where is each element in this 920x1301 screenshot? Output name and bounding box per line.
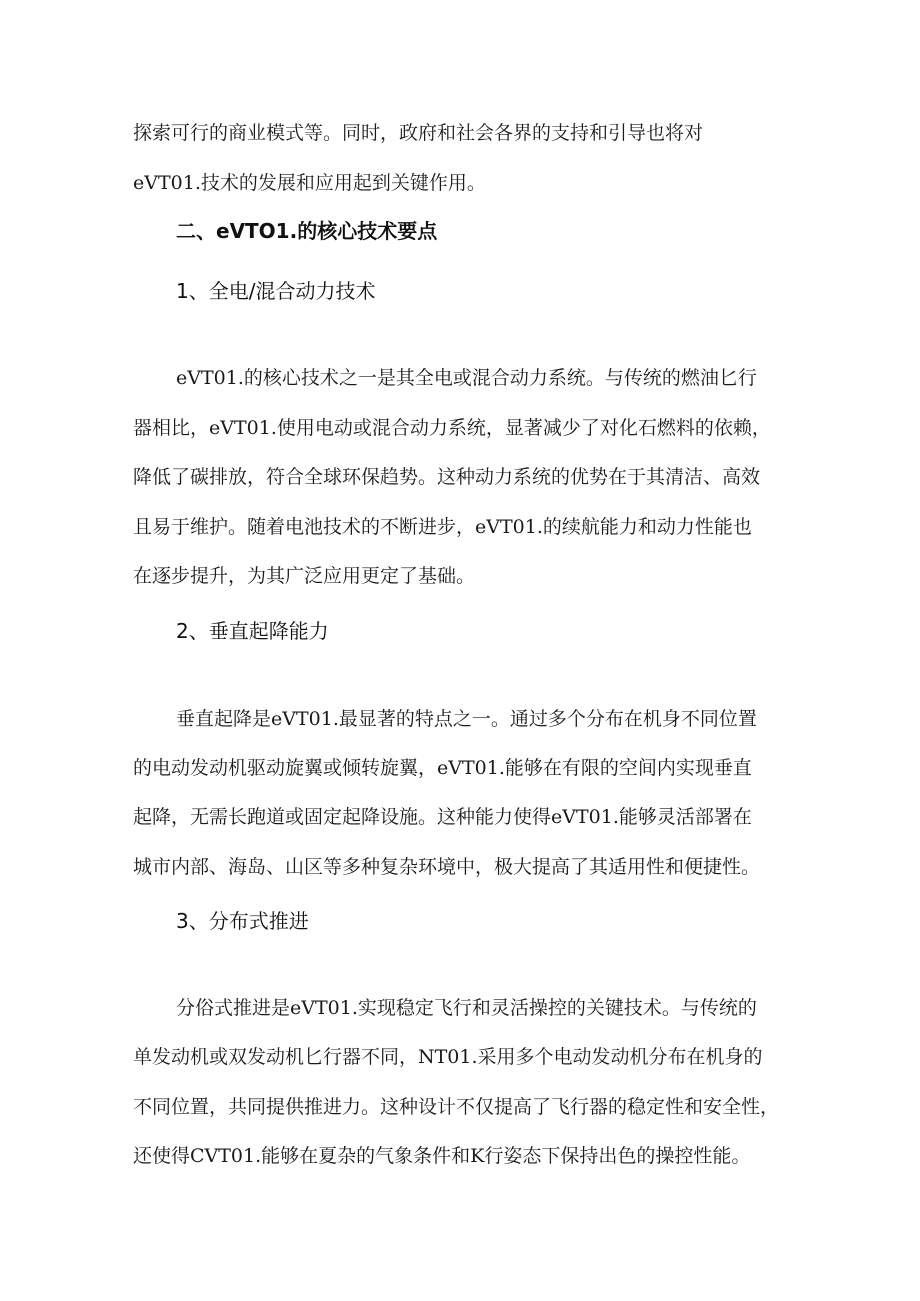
sub2-line-2: 的电动发动机驱动旋翼或倾转旋翼，eVT01.能够在有限的空间内实现垂直 xyxy=(133,757,752,779)
sub3-line-3: 不同位置，共同提供推进力。这种设计不仅提高了飞行器的稳定性和安全性， xyxy=(133,1096,780,1118)
sub2-line-1: 垂直起降是eVT01.最显著的特点之一。通过多个分布在机身不同位置 xyxy=(176,708,757,730)
sub2-line-3: 起降，无需长跑道或固定起降设施。这种能力使得eVT01.能够灵活部署在 xyxy=(133,806,752,828)
sub1-line-3: 降低了碳排放，符合全球环保趋势。这种动力系统的优势在于其清洁、高效 xyxy=(133,466,761,488)
sub3-line-4: 还使得CVT01.能够在夏杂的气象条件和K行姿态下保持出色的操控性能。 xyxy=(133,1145,751,1167)
subsection-1-heading: 1、全电/混合动力技术 xyxy=(176,279,376,303)
section-heading: 二、eVTO1.的核心技术要点 xyxy=(176,219,438,243)
sub1-line-2: 器相比，eVT01.使用电动或混合动力系统，显著减少了对化石燃料的依赖， xyxy=(133,417,771,439)
sub1-line-5: 在逐步提升，为其广泛应用更定了基础。 xyxy=(133,565,476,587)
intro-line-2: eVT01.技术的发展和应用起到关键作用。 xyxy=(133,172,486,194)
sub3-line-2: 单发动机或双发动机匕行器不同，NT01.采用多个电动发动机分布在机身的 xyxy=(133,1046,763,1068)
intro-line-1: 探索可行的商业模式等。同时，政府和社会各界的支持和引导也将对 xyxy=(133,122,704,144)
sub2-line-4: 城市内部、海岛、山区等多种复杂环境中，极大提高了其适用性和便捷性。 xyxy=(133,856,761,878)
subsection-2-heading: 2、垂直起降能力 xyxy=(176,619,329,643)
sub1-line-4: 且易于维护。随着电池技术的不断进步，eVT01.的续航能力和动力性能也 xyxy=(133,516,752,538)
sub1-line-1: eVT01.的核心技术之一是其全电或混合动力系统。与传统的燃油匕行 xyxy=(176,367,757,389)
subsection-3-heading: 3、分布式推进 xyxy=(176,909,309,933)
sub3-line-1: 分俗式推进是eVT01.实现稳定飞行和灵活操控的关键技术。与传统的 xyxy=(176,997,757,1019)
